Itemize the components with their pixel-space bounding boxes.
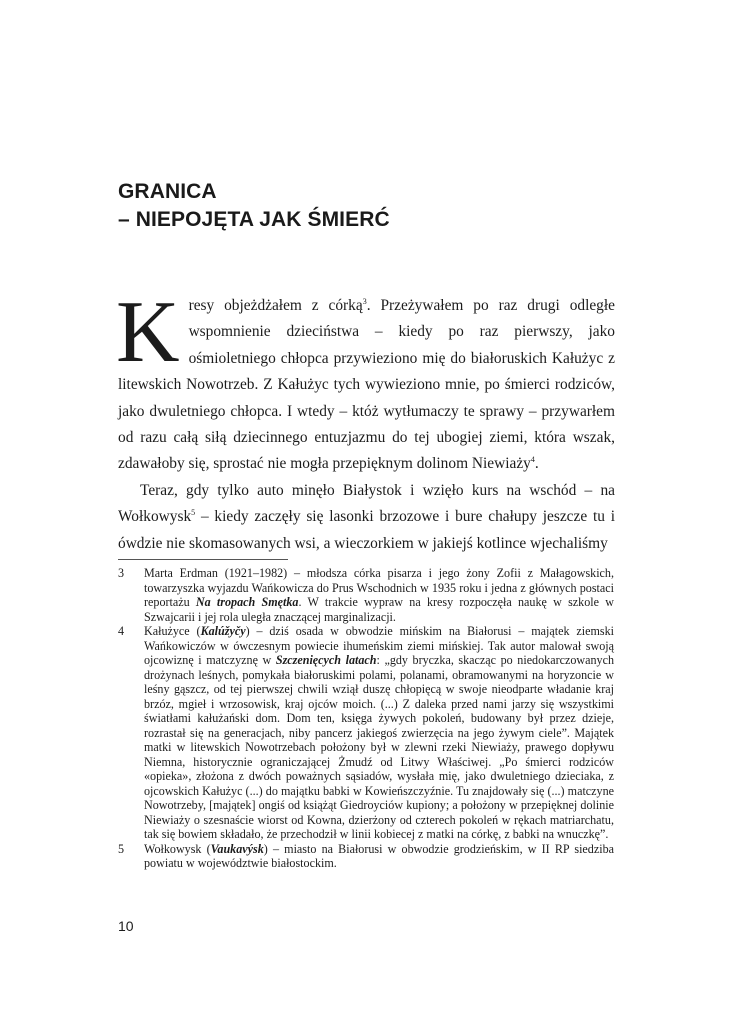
page-number: 10	[118, 918, 134, 934]
footnote-title-italic: Szczenięcych latach	[275, 653, 377, 667]
footnote-text: Wołkowysk (	[144, 841, 211, 856]
paragraph-2-part-a: Teraz, gdy tylko auto minęło Białystok i wzięło kurs na wschód – na Wołkowysk	[118, 481, 615, 526]
paragraph-2-part-b: – kiedy zaczęły się lasonki brzozowe i bure chałupy jeszcze tu i ówdzie nie skomasowanych wsi, a wieczorkiem w jakiejś kotlince wjechaliśmy	[118, 508, 615, 552]
footnote-text: . W trakcie wypraw na kresy rozpoczęła naukę w szkole w Szwajcarii i jej rola uległa znaczącej marginalizacji.	[144, 595, 614, 624]
footnote-text: ) – dziś osada w obwodzie mińskim na Białorusi – majątek ziemski Wańkowiczów w ówczesnym powiecie ihumeńskim ziemi mińskiej. Tak autor malował swoją ojcowiznę i matczyznę w	[144, 624, 614, 667]
footnote-ref-4[interactable]: 4	[530, 455, 535, 465]
footnote-text: ) – miasto na Białorusi w obwodzie grodzieńskim, w II RP siedziba powiatu w województwie białostockim.	[144, 841, 614, 870]
footnote-italic: Vaukavýsk	[210, 841, 264, 856]
footnote-4	[118, 624, 614, 842]
paragraph-1-part-b: . Przeżywałem po raz drugi odległe wspomnienie dzieciństwa – kiedy po raz pierwszy, jako ośmioletniego chłopca przywieziono mię do białoruskich Kałużyc z litewskich Nowotrzeb. Z Kałużyc tych wywieziono mnie, po śmierci rodziców, jako dwuletniego chłopca. I wtedy – któż wytłumaczy te sprawy – przywarłem od razu całą siłą dziecinnego entuzjazmu do tej ubogiej ziemi, która wszak, zdawałoby się, sprostać nie mogła przepięknym dolinom Niewiaży	[118, 297, 615, 473]
footnotes	[118, 566, 614, 871]
chapter-title-line-2: – NIEPOJĘTA JAK ŚMIERĆ	[118, 208, 390, 231]
paragraph-1-part-a: resy objeżdżałem z córką	[188, 297, 363, 314]
footnote-3	[118, 566, 614, 624]
footnote-text: Kałużyce (	[144, 624, 201, 638]
footnote-number: 5	[118, 841, 125, 856]
footnote-number: 4	[118, 624, 125, 638]
body-text	[116, 284, 615, 557]
paragraph-1-part-c: .	[534, 455, 539, 473]
footnote-ref-3[interactable]: 3	[362, 297, 367, 306]
paragraph-1	[116, 284, 615, 478]
footnote-text: : „gdy bryczka, skacząc po niedokarczowanych drożynach leśnych, pomykała białoruskimi polami, polanami, obramowanymi na horyzoncie w leśny gąszcz, od tej pierwszej chwili wziął duszę chłopięcą w swoje nieodparte władanie kraj brzóz, mgieł i wrzosowisk, kraj ojców moich. (...) Z daleka przed nami jarzy się wszystkimi światłami kałużański dom. Dom ten, księga żywych pokoleń, budowany był przez dzieje, rozrastał się na generacjach, niby pancerz jakiegoś zwierzęcia na jego żywym ciele”. Majątek matki w litewskich Nowotrzebach położony był w zlewni rzeki Niewiaży, prawego dopływu Niemna, historycznie ograniczającej Żmudź od Litwy Właściwej. „Po śmierci rodziców «opieka», złożona z dwóch poważnych sąsiadów, wysłała mię, jako dwuletniego dzieciaka, z ojcowskich Kałużyc (...) do majątku babki w Kowieńszczyźnie. Tu znajdowały się (...) matczyne Nowotrzeby, [majątek] ongiś od książąt Giedroyciów kupiony; a położony w przepięknej dolinie Niewiaży o szesnaście wiorst od Kowna, dzierżony od czterech pokoleń w rękach matriarchatu, tak się bowiem składało, że przechodził w linii kobiecej z matki na córkę, z babki na wnuczkę”.	[144, 653, 614, 841]
footnote-number: 3	[118, 566, 125, 580]
footnote-italic: Kalúžyčy	[200, 624, 246, 638]
footnote-ref-5[interactable]: 5	[191, 508, 196, 518]
chapter-title	[118, 178, 638, 234]
drop-cap: K	[116, 284, 180, 381]
footnote-title-italic: Na tropach Smętka	[195, 595, 299, 609]
footnote-text: Marta Erdman (1921–1982) – młodsza córka pisarza i jego żony Zofii z Małagowskich, towarzyszka wyjazdu Wańkowicza do Prus Wschodnich w 1935 roku i jedna z głównych postaci reportażu	[144, 566, 614, 609]
footnote-divider	[118, 559, 288, 560]
paragraph-2	[118, 478, 615, 557]
chapter-title-line-1: GRANICA	[118, 180, 217, 203]
footnote-5	[118, 842, 614, 871]
